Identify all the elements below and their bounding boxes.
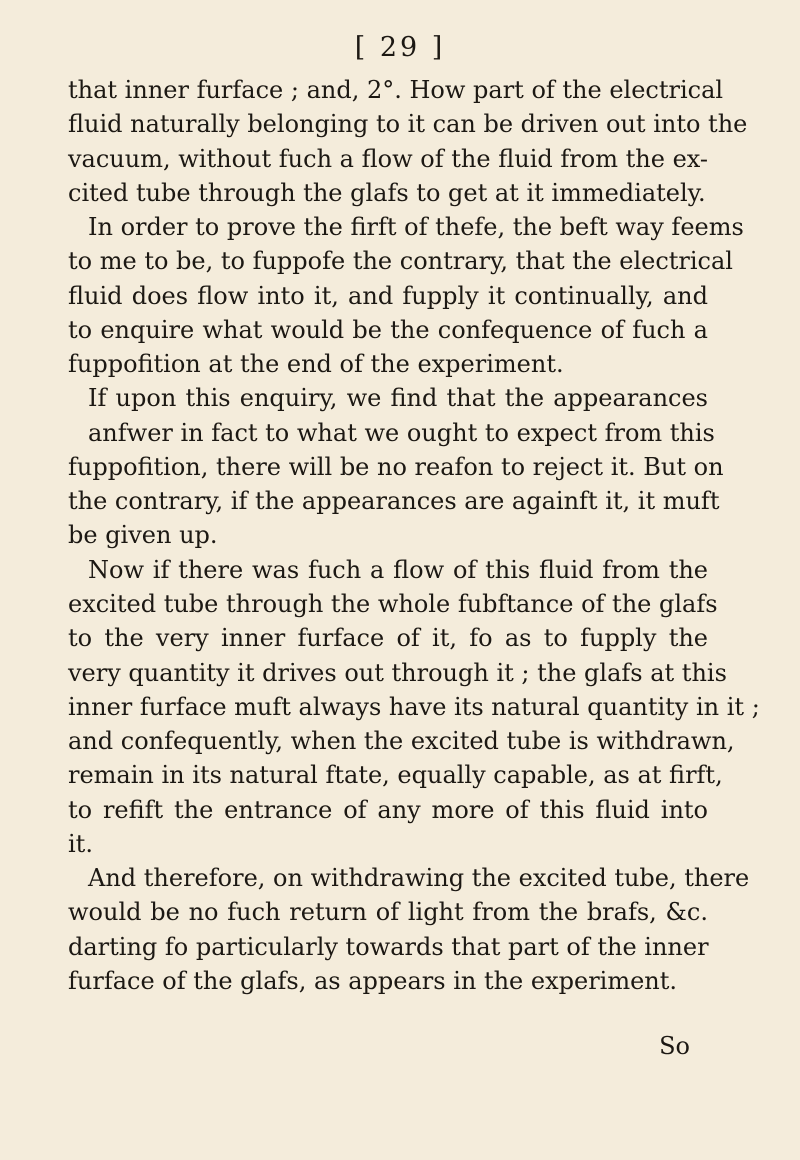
text-line: to me to be, to fuppofe the contrary, that the electrical: [68, 247, 733, 276]
text-line: cited tube through the glafs to get at it immediately.: [68, 178, 706, 207]
text-line: fuppofition, there will be no reafon to reject it. But on: [68, 452, 724, 481]
text-line: and confequently, when the excited tube is withdrawn,: [68, 727, 735, 756]
text-line: inner furface muft always have its natural quantity in it ;: [68, 692, 760, 721]
catchword: So: [659, 1032, 690, 1060]
text-line: vacuum, without fuch a flow of the fluid from the ex-: [68, 144, 708, 173]
text-line: furface of the glafs, as appears in the experiment.: [68, 966, 678, 995]
text-line: would be no fuch return of light from the brafs, &c.: [68, 898, 708, 927]
text-line: In order to prove the firft of thefe, the beft way feems: [88, 213, 744, 242]
text-line: to enquire what would be the confequence of fuch a: [68, 315, 708, 344]
page-number: [ 29 ]: [354, 32, 446, 63]
text-line: it.: [68, 829, 93, 858]
text-line: the contrary, if the appearances are againft it, it muft: [68, 487, 720, 516]
text-line: If upon this enquiry, we find that the appearances: [88, 384, 708, 413]
text-line: anfwer in fact to what we ought to expect from this: [88, 418, 715, 447]
text-line: fluid does flow into it, and fupply it continually, and: [68, 281, 708, 310]
text-line: fluid naturally belonging to it can be driven out into the: [68, 110, 748, 139]
text-line: that inner furface ; and, 2°. How part of the electrical: [68, 76, 724, 104]
text-line: darting fo particularly towards that part of the inner: [68, 932, 709, 961]
text-line: Now if there was fuch a flow of this fluid from the: [88, 555, 708, 584]
text-line: fuppofition at the end of the experiment.: [68, 350, 564, 379]
text-line: remain in its natural ftate, equally capable, as at firft,: [68, 761, 723, 790]
text-line: to the very inner furface of it, fo as to fupply the: [68, 624, 708, 653]
text-line: to refift the entrance of any more of this fluid into: [68, 795, 708, 824]
text-line: be given up.: [68, 521, 218, 550]
text-line: excited tube through the whole fubftance of the glafs: [68, 589, 718, 618]
text-line: very quantity it drives out through it ; the glafs at this: [68, 658, 727, 687]
text-line: And therefore, on withdrawing the excited tube, there: [88, 864, 750, 893]
body-text: [68, 73, 760, 998]
